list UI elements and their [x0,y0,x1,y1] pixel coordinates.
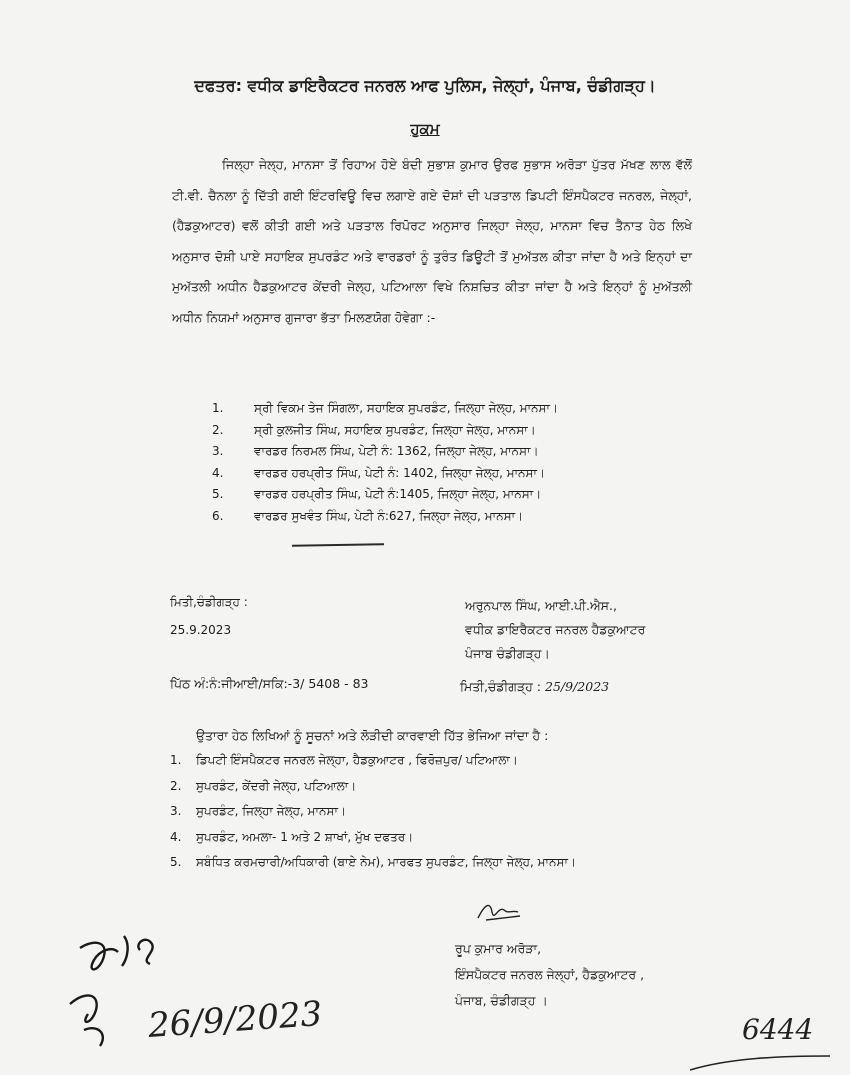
order-title: ਹੁਕਮ [410,120,440,138]
signature-scribble-icon [478,905,520,920]
endorsement-date-label: ਮਿਤੀ,ਚੰਡੀਗੜ੍ਹ : [460,679,542,694]
list-item: 6. ਵਾਰਡਰ ਸੁਖਵੰਤ ਸਿੰਘ, ਪੇਟੀ ਨੰ:627, ਜਿਲ੍ਹਾ ਜੇਲ੍ਹ, ਮਾਨਸਾ। [212,508,524,523]
list-item: 2. ਸੁਪਰਡੰਟ, ਕੇਂਦਰੀ ਜੇਲ੍ਹ, ਪਟਿਆਲਾ। [170,778,357,793]
order-paragraph: ਜਿਲ੍ਹਾ ਜੇਲ੍ਹ, ਮਾਨਸਾ ਤੋਂ ਰਿਹਾਅ ਹੋਏ ਬੰਦੀ ਸੁਭਾਸ਼ ਕੁਮਾਰ ਉਰਫ ਸੁਭਾਸ ਅਰੋੜਾ ਪੁੱਤਰ ਮੱਖਣ ਲਾਲ ਵੱਲੋਂ ਟੀ.ਵੀ. ਚੈਨਲਾ ਨੂੰ ਦਿੱਤੀ ਗਈ ਇੰਟਰਵਿਊ ਵਿਚ ਲਗਾਏ ਗਏ ਦੋਸ਼ਾਂ ਦੀ ਪੜਤਾਲ ਡਿਪਟੀ ਇੰਸਪੈਕਟਰ ਜਨਰਲ, ਜੇਲ੍ਹਾਂ, (ਹੈਡਕੁਆਟਰ) ਵਲੋਂ ਕੀਤੀ ਗਈ ਅਤੇ ਪੜਤਾਲ ਰਿਪੋਰਟ ਅਨੁਸਾਰ ਜਿਲ੍ਹਾ ਜੇਲ੍ਹ, ਮਾਨਸਾ ਵਿਚ ਤੈਨਾਤ ਹੇਠ ਲਿਖੇ ਅਨੁਸਾਰ ਦੋਸ਼ੀ ਪਾਏ ਸਹਾਇਕ ਸੁਪਰਡੰਟ ਅਤੇ ਵਾਰਡਰਾਂ ਨੂੰ ਤੁਰੰਤ ਡਿਊਟੀ ਤੋਂ ਮੁਅੱਤਲ ਕੀਤਾ ਜਾਂਦਾ ਹੈ ਅਤੇ ਇਨ੍ਹਾਂ ਦਾ ਮੁਅੱਤਲੀ ਅਧੀਨ ਹੈਡਕੁਆਟਰ ਕੇਂਦਰੀ ਜੇਲ੍ਹ, ਪਟਿਆਲਾ ਵਿਖੇ ਨਿਸ਼ਚਿਤ ਕੀਤਾ ਜਾਂਦਾ ਹੈ ਅਤੇ ਇਨ੍ਹਾਂ ਨੂੰ ਮੁਅੱਤਲੀ ਅਧੀਨ ਨਿਯਮਾਂ ਅਨੁਸਾਰ ਗੁਜਾਰਾ ਭੱਤਾ ਮਿਲਣਯੋਗ ਹੋਵੇਗਾ :- [172,157,692,325]
signatory-location: ਪੰਜਾਬ, ਚੰਡੀਗੜ੍ਹ । [455,993,548,1008]
signatory-name: ਰੂਪ ਕੁਮਾਰ ਅਰੋੜਾ, [455,941,542,956]
copy-intro: ਉਤਾਰਾ ਹੇਠ ਲਿਖਿਆਂ ਨੂੰ ਸੂਚਨਾਂ ਅਤੇ ਲੋੜੀਦੀ ਕਾਰਵਾਈ ਹਿੱਤ ਭੇਜਿਆ ਜਾਂਦਾ ਹੈ : [196,728,549,743]
date-value: 25.9.2023 [170,623,232,637]
signatory-designation: ਵਧੀਕ ਡਾਇਰੈਕਟਰ ਜਨਰਲ ਹੈਡਕੁਆਟਰ [465,622,646,637]
signatory-designation: ਇੰਸਪੈਕਟਰ ਜਨਰਲ ਜੇਲ੍ਹਾਂ, ਹੈਡਕੁਆਟਰ , [455,967,645,982]
hook-scribble-icon [690,1056,830,1070]
handwritten-number: 6444 [742,1013,814,1046]
signatory-location: ਪੰਜਾਬ ਚੰਡੀਗੜ੍ਹ। [465,646,550,661]
list-item: 5. ਸਬੰਧਿਤ ਕਰਮਚਾਰੀ/ਅਧਿਕਾਰੀ (ਬਾਏ ਨੇਮ), ਮਾਰਫਤ ਸੁਪਰਡੰਟ, ਜਿਲ੍ਹਾ ਜੇਲ੍ਹ, ਮਾਨਸਾ। [170,855,576,869]
signatory-name: ਅਰੁਨਪਾਲ ਸਿੰਘ, ਆਈ.ਪੀ.ਐਸ., [465,598,617,613]
office-heading: ਦਫਤਰ: ਵਧੀਕ ਡਾਇਰੈਕਟਰ ਜਨਰਲ ਆਫ ਪੁਲਿਸ, ਜੇਲ੍ਹਾਂ, ਪੰਜਾਬ, ਚੰਡੀਗੜ੍ਹ। [194,76,656,95]
list-item: 3. ਸੁਪਰਡੰਟ, ਜਿਲ੍ਹਾ ਜੇਲ੍ਹ, ਮਾਨਸਾ। [170,804,347,818]
list-item: 5. ਵਾਰਡਰ ਹਰਪ੍ਰੀਤ ਸਿੰਘ, ਪੇਟੀ ਨੰ:1405, ਜਿਲ੍ਹਾ ਜੇਲ੍ਹ, ਮਾਨਸਾ। [212,487,542,501]
list-item: 3. ਵਾਰਡਰ ਨਿਰਮਲ ਸਿੰਘ, ਪੇਟੀ ਨੰ: 1362, ਜਿਲ੍ਹਾ ਜੇਲ੍ਹ, ਮਾਨਸਾ। [212,444,539,458]
list-item: 4. ਸੁਪਰਡੰਟ, ਅਮਲਾ- 1 ਅਤੇ 2 ਸ਼ਾਖਾਂ, ਮੁੱਖ ਦਫਤਰ। [170,829,414,844]
date-label: ਮਿਤੀ,ਚੰਡੀਗੜ੍ਹ : [170,595,248,609]
endorsement-date-value: 25/9/2023 [545,679,610,694]
list-item: 1. ਡਿਪਟੀ ਇੰਸਪੈਕਟਰ ਜਨਰਲ ਜੇਲ੍ਹਾ, ਹੈਡਕੁਆਟਰ , ਫਿਰੋਜ਼ਪੁਰ/ ਪਟਿਆਲਾ। [170,753,518,767]
endorsement-number: ਪਿੱਠ ਅੰ:ਨੰ:ਜੀਆਈ/ਸਕਿ:-3/ 5408 - 83 [170,676,369,691]
initials-scribble-icon [70,936,153,1046]
list-item: 4. ਵਾਰਡਰ ਹਰਪ੍ਰੀਤ ਸਿੰਘ, ਪੇਟੀ ਨੰ: 1402, ਜਿਲ੍ਹਾ ਜੇਲ੍ਹ, ਮਾਨਸਾ। [212,465,546,480]
handwritten-date: 26/9/2023 [146,993,324,1047]
list-item: 1. ਸ੍ਰੀ ਵਿਕਮ ਤੇਜ ਸਿੰਗਲਾ, ਸਹਾਇਕ ਸੁਪਰਡੰਟ, ਜਿਲ੍ਹਾ ਜੇਲ੍ਹ, ਮਾਨਸਾ। [212,401,559,415]
list-item: 2. ਸ੍ਰੀ ਕੁਲਜੀਤ ਸਿੰਘ, ਸਹਾਇਕ ਸੁਪਰਡੰਟ, ਜਿਲ੍ਹਾ ਜੇਲ੍ਹ, ਮਾਨਸਾ। [212,422,536,437]
